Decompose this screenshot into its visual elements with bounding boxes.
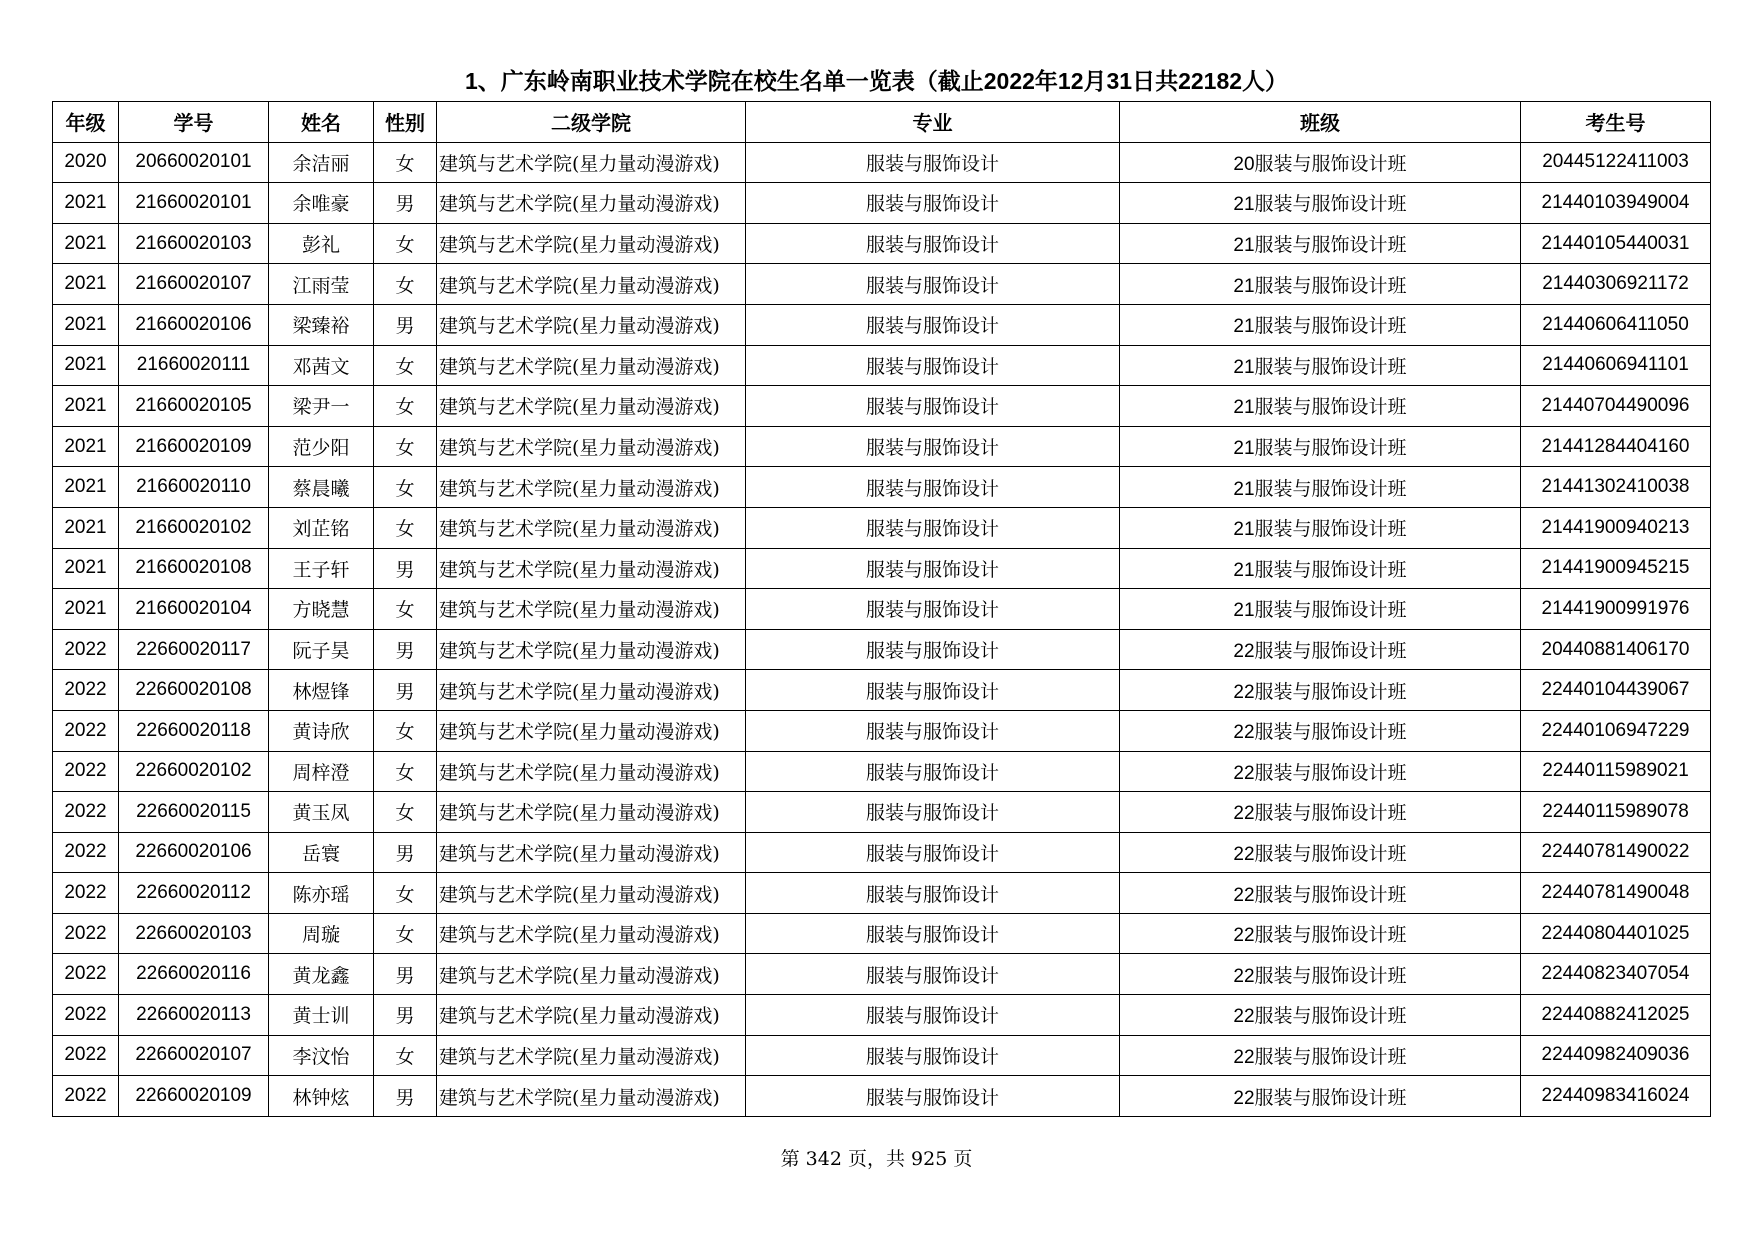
cell-student-id: 21660020101 <box>119 183 269 224</box>
table-row <box>53 1035 1711 1076</box>
cell-student-id: 22660020107 <box>119 1035 269 1076</box>
cell-major: 服装与服饰设计 <box>746 548 1120 589</box>
cell-name: 余唯豪 <box>269 183 374 224</box>
table-row <box>53 954 1711 995</box>
cell-major: 服装与服饰设计 <box>746 670 1120 711</box>
cell-class: 21服装与服饰设计班 <box>1120 467 1521 508</box>
cell-name: 岳寰 <box>269 832 374 873</box>
cell-class: 21服装与服饰设计班 <box>1120 223 1521 264</box>
cell-name: 范少阳 <box>269 426 374 467</box>
cell-name: 林煜锋 <box>269 670 374 711</box>
table-row <box>53 913 1711 954</box>
student-roster-table <box>52 101 1711 1117</box>
cell-gender: 女 <box>374 913 437 954</box>
header-college: 二级学院 <box>437 102 746 143</box>
cell-major: 服装与服饰设计 <box>746 913 1120 954</box>
cell-college: 建筑与艺术学院(星力量动漫游戏) <box>437 426 746 467</box>
cell-major: 服装与服饰设计 <box>746 426 1120 467</box>
cell-exam-id: 22440982409036 <box>1521 1035 1711 1076</box>
cell-student-id: 21660020109 <box>119 426 269 467</box>
cell-college: 建筑与艺术学院(星力量动漫游戏) <box>437 832 746 873</box>
cell-exam-id: 22440882412025 <box>1521 995 1711 1036</box>
cell-class: 21服装与服饰设计班 <box>1120 345 1521 386</box>
cell-grade: 2022 <box>53 710 119 751</box>
footer-prefix: 第 <box>780 1148 800 1170</box>
cell-class: 22服装与服饰设计班 <box>1120 751 1521 792</box>
cell-student-id: 21660020110 <box>119 467 269 508</box>
cell-class: 22服装与服饰设计班 <box>1120 913 1521 954</box>
cell-class: 22服装与服饰设计班 <box>1120 995 1521 1036</box>
cell-college: 建筑与艺术学院(星力量动漫游戏) <box>437 142 746 183</box>
cell-exam-id: 22440115989021 <box>1521 751 1711 792</box>
cell-student-id: 21660020111 <box>119 345 269 386</box>
cell-gender: 女 <box>374 142 437 183</box>
cell-college: 建筑与艺术学院(星力量动漫游戏) <box>437 995 746 1036</box>
header-major: 专业 <box>746 102 1120 143</box>
cell-student-id: 22660020102 <box>119 751 269 792</box>
cell-grade: 2022 <box>53 873 119 914</box>
table-row <box>53 751 1711 792</box>
cell-gender: 男 <box>374 954 437 995</box>
cell-gender: 女 <box>374 426 437 467</box>
table-row <box>53 629 1711 670</box>
cell-student-id: 20660020101 <box>119 142 269 183</box>
cell-exam-id: 22440115989078 <box>1521 792 1711 833</box>
cell-college: 建筑与艺术学院(星力量动漫游戏) <box>437 304 746 345</box>
cell-name: 周梓澄 <box>269 751 374 792</box>
cell-name: 黄士训 <box>269 995 374 1036</box>
cell-gender: 女 <box>374 507 437 548</box>
cell-gender: 女 <box>374 467 437 508</box>
cell-major: 服装与服饰设计 <box>746 1035 1120 1076</box>
cell-name: 黄诗欣 <box>269 710 374 751</box>
cell-name: 黄玉凤 <box>269 792 374 833</box>
cell-grade: 2022 <box>53 792 119 833</box>
cell-gender: 男 <box>374 629 437 670</box>
cell-class: 22服装与服饰设计班 <box>1120 873 1521 914</box>
cell-major: 服装与服饰设计 <box>746 183 1120 224</box>
cell-class: 21服装与服饰设计班 <box>1120 426 1521 467</box>
cell-grade: 2021 <box>53 467 119 508</box>
table-header-row <box>53 102 1711 143</box>
cell-name: 江雨莹 <box>269 264 374 305</box>
cell-name: 黄龙鑫 <box>269 954 374 995</box>
cell-major: 服装与服饰设计 <box>746 629 1120 670</box>
cell-grade: 2022 <box>53 995 119 1036</box>
cell-exam-id: 22440106947229 <box>1521 710 1711 751</box>
cell-gender: 男 <box>374 832 437 873</box>
cell-exam-id: 21440704490096 <box>1521 386 1711 427</box>
cell-grade: 2021 <box>53 345 119 386</box>
table-row <box>53 710 1711 751</box>
cell-name: 方晓慧 <box>269 589 374 630</box>
header-name: 姓名 <box>269 102 374 143</box>
table-body <box>53 142 1711 1116</box>
cell-exam-id: 21441900940213 <box>1521 507 1711 548</box>
cell-student-id: 21660020103 <box>119 223 269 264</box>
cell-grade: 2021 <box>53 589 119 630</box>
cell-exam-id: 22440983416024 <box>1521 1076 1711 1117</box>
cell-major: 服装与服饰设计 <box>746 507 1120 548</box>
cell-class: 21服装与服饰设计班 <box>1120 548 1521 589</box>
cell-gender: 女 <box>374 223 437 264</box>
cell-gender: 女 <box>374 345 437 386</box>
page-footer <box>0 1144 1753 1171</box>
cell-grade: 2022 <box>53 670 119 711</box>
cell-gender: 男 <box>374 670 437 711</box>
cell-name: 蔡晨曦 <box>269 467 374 508</box>
cell-major: 服装与服饰设计 <box>746 467 1120 508</box>
table-row <box>53 548 1711 589</box>
table-row <box>53 386 1711 427</box>
cell-grade: 2022 <box>53 954 119 995</box>
header-grade: 年级 <box>53 102 119 143</box>
cell-student-id: 21660020107 <box>119 264 269 305</box>
cell-name: 周璇 <box>269 913 374 954</box>
cell-college: 建筑与艺术学院(星力量动漫游戏) <box>437 873 746 914</box>
cell-student-id: 22660020112 <box>119 873 269 914</box>
cell-exam-id: 22440781490048 <box>1521 873 1711 914</box>
cell-grade: 2022 <box>53 1035 119 1076</box>
header-gender: 性别 <box>374 102 437 143</box>
cell-student-id: 22660020108 <box>119 670 269 711</box>
cell-class: 21服装与服饰设计班 <box>1120 183 1521 224</box>
cell-student-id: 22660020113 <box>119 995 269 1036</box>
cell-student-id: 22660020106 <box>119 832 269 873</box>
cell-major: 服装与服饰设计 <box>746 345 1120 386</box>
cell-student-id: 21660020104 <box>119 589 269 630</box>
cell-name: 邓茜文 <box>269 345 374 386</box>
cell-student-id: 22660020103 <box>119 913 269 954</box>
cell-college: 建筑与艺术学院(星力量动漫游戏) <box>437 710 746 751</box>
cell-major: 服装与服饰设计 <box>746 264 1120 305</box>
cell-name: 王子轩 <box>269 548 374 589</box>
cell-college: 建筑与艺术学院(星力量动漫游戏) <box>437 345 746 386</box>
cell-name: 余洁丽 <box>269 142 374 183</box>
cell-grade: 2021 <box>53 426 119 467</box>
table-row <box>53 345 1711 386</box>
cell-class: 20服装与服饰设计班 <box>1120 142 1521 183</box>
cell-grade: 2022 <box>53 629 119 670</box>
cell-student-id: 22660020118 <box>119 710 269 751</box>
cell-class: 22服装与服饰设计班 <box>1120 792 1521 833</box>
cell-name: 梁臻裕 <box>269 304 374 345</box>
cell-gender: 男 <box>374 183 437 224</box>
cell-gender: 男 <box>374 548 437 589</box>
cell-class: 22服装与服饰设计班 <box>1120 629 1521 670</box>
cell-exam-id: 22440823407054 <box>1521 954 1711 995</box>
table-row <box>53 670 1711 711</box>
cell-college: 建筑与艺术学院(星力量动漫游戏) <box>437 1035 746 1076</box>
cell-name: 李汶怡 <box>269 1035 374 1076</box>
footer-total-pages: 925 <box>911 1148 948 1170</box>
cell-grade: 2021 <box>53 183 119 224</box>
cell-major: 服装与服饰设计 <box>746 792 1120 833</box>
cell-grade: 2021 <box>53 304 119 345</box>
cell-gender: 女 <box>374 1035 437 1076</box>
header-exam-id: 考生号 <box>1521 102 1711 143</box>
cell-grade: 2022 <box>53 913 119 954</box>
cell-major: 服装与服饰设计 <box>746 1076 1120 1117</box>
cell-exam-id: 20440881406170 <box>1521 629 1711 670</box>
cell-name: 阮子昊 <box>269 629 374 670</box>
cell-student-id: 22660020117 <box>119 629 269 670</box>
cell-exam-id: 21440606411050 <box>1521 304 1711 345</box>
cell-class: 21服装与服饰设计班 <box>1120 264 1521 305</box>
table-row <box>53 832 1711 873</box>
cell-grade: 2021 <box>53 548 119 589</box>
cell-gender: 男 <box>374 1076 437 1117</box>
cell-major: 服装与服饰设计 <box>746 223 1120 264</box>
cell-name: 陈亦瑶 <box>269 873 374 914</box>
cell-college: 建筑与艺术学院(星力量动漫游戏) <box>437 1076 746 1117</box>
cell-gender: 女 <box>374 589 437 630</box>
cell-gender: 男 <box>374 304 437 345</box>
cell-student-id: 21660020108 <box>119 548 269 589</box>
table-row <box>53 304 1711 345</box>
table-row <box>53 467 1711 508</box>
table-row <box>53 589 1711 630</box>
cell-grade: 2021 <box>53 264 119 305</box>
table-row <box>53 183 1711 224</box>
cell-grade: 2021 <box>53 223 119 264</box>
table-row <box>53 873 1711 914</box>
cell-class: 22服装与服饰设计班 <box>1120 710 1521 751</box>
table-row <box>53 264 1711 305</box>
cell-exam-id: 21441900945215 <box>1521 548 1711 589</box>
cell-exam-id: 21440103949004 <box>1521 183 1711 224</box>
table-row <box>53 142 1711 183</box>
cell-gender: 女 <box>374 710 437 751</box>
cell-major: 服装与服饰设计 <box>746 832 1120 873</box>
header-class: 班级 <box>1120 102 1521 143</box>
cell-grade: 2021 <box>53 386 119 427</box>
header-student-id: 学号 <box>119 102 269 143</box>
cell-exam-id: 21441284404160 <box>1521 426 1711 467</box>
cell-class: 21服装与服饰设计班 <box>1120 507 1521 548</box>
cell-student-id: 21660020102 <box>119 507 269 548</box>
page-title: 1、广东岭南职业技术学院在校生名单一览表（截止2022年12月31日共22182人） <box>464 68 1289 94</box>
cell-college: 建筑与艺术学院(星力量动漫游戏) <box>437 792 746 833</box>
cell-grade: 2022 <box>53 832 119 873</box>
cell-college: 建筑与艺术学院(星力量动漫游戏) <box>437 507 746 548</box>
cell-class: 21服装与服饰设计班 <box>1120 589 1521 630</box>
cell-exam-id: 22440104439067 <box>1521 670 1711 711</box>
cell-exam-id: 21440606941101 <box>1521 345 1711 386</box>
cell-class: 22服装与服饰设计班 <box>1120 1035 1521 1076</box>
cell-major: 服装与服饰设计 <box>746 873 1120 914</box>
cell-major: 服装与服饰设计 <box>746 751 1120 792</box>
cell-exam-id: 21441302410038 <box>1521 467 1711 508</box>
cell-major: 服装与服饰设计 <box>746 710 1120 751</box>
cell-college: 建筑与艺术学院(星力量动漫游戏) <box>437 913 746 954</box>
cell-student-id: 22660020116 <box>119 954 269 995</box>
cell-college: 建筑与艺术学院(星力量动漫游戏) <box>437 264 746 305</box>
table-row <box>53 995 1711 1036</box>
cell-college: 建筑与艺术学院(星力量动漫游戏) <box>437 467 746 508</box>
cell-major: 服装与服饰设计 <box>746 142 1120 183</box>
cell-class: 21服装与服饰设计班 <box>1120 304 1521 345</box>
cell-class: 22服装与服饰设计班 <box>1120 832 1521 873</box>
footer-suffix: 页 <box>953 1148 973 1170</box>
cell-gender: 女 <box>374 751 437 792</box>
cell-exam-id: 22440804401025 <box>1521 913 1711 954</box>
cell-major: 服装与服饰设计 <box>746 589 1120 630</box>
table-row <box>53 1076 1711 1117</box>
cell-major: 服装与服饰设计 <box>746 386 1120 427</box>
cell-grade: 2021 <box>53 507 119 548</box>
table-row <box>53 507 1711 548</box>
cell-exam-id: 22440781490022 <box>1521 832 1711 873</box>
cell-class: 22服装与服饰设计班 <box>1120 954 1521 995</box>
cell-student-id: 21660020105 <box>119 386 269 427</box>
cell-major: 服装与服饰设计 <box>746 995 1120 1036</box>
footer-middle: 页，共 <box>847 1148 905 1170</box>
cell-student-id: 22660020115 <box>119 792 269 833</box>
cell-gender: 女 <box>374 386 437 427</box>
cell-class: 22服装与服饰设计班 <box>1120 1076 1521 1117</box>
table-row <box>53 792 1711 833</box>
cell-name: 彭礼 <box>269 223 374 264</box>
cell-exam-id: 21440306921172 <box>1521 264 1711 305</box>
cell-college: 建筑与艺术学院(星力量动漫游戏) <box>437 386 746 427</box>
cell-class: 21服装与服饰设计班 <box>1120 386 1521 427</box>
cell-grade: 2020 <box>53 142 119 183</box>
cell-college: 建筑与艺术学院(星力量动漫游戏) <box>437 589 746 630</box>
cell-college: 建筑与艺术学院(星力量动漫游戏) <box>437 954 746 995</box>
cell-grade: 2022 <box>53 1076 119 1117</box>
cell-student-id: 21660020106 <box>119 304 269 345</box>
cell-college: 建筑与艺术学院(星力量动漫游戏) <box>437 629 746 670</box>
cell-exam-id: 20445122411003 <box>1521 142 1711 183</box>
cell-college: 建筑与艺术学院(星力量动漫游戏) <box>437 751 746 792</box>
cell-grade: 2022 <box>53 751 119 792</box>
cell-gender: 男 <box>374 995 437 1036</box>
cell-gender: 女 <box>374 873 437 914</box>
cell-name: 刘芷铭 <box>269 507 374 548</box>
cell-exam-id: 21441900991976 <box>1521 589 1711 630</box>
footer-page-number: 342 <box>805 1148 842 1170</box>
table-row <box>53 426 1711 467</box>
cell-student-id: 22660020109 <box>119 1076 269 1117</box>
cell-college: 建筑与艺术学院(星力量动漫游戏) <box>437 670 746 711</box>
cell-major: 服装与服饰设计 <box>746 954 1120 995</box>
cell-gender: 女 <box>374 264 437 305</box>
cell-major: 服装与服饰设计 <box>746 304 1120 345</box>
cell-exam-id: 21440105440031 <box>1521 223 1711 264</box>
cell-gender: 女 <box>374 792 437 833</box>
cell-college: 建筑与艺术学院(星力量动漫游戏) <box>437 548 746 589</box>
cell-name: 林钟炫 <box>269 1076 374 1117</box>
cell-name: 梁尹一 <box>269 386 374 427</box>
cell-class: 22服装与服饰设计班 <box>1120 670 1521 711</box>
cell-college: 建筑与艺术学院(星力量动漫游戏) <box>437 223 746 264</box>
cell-college: 建筑与艺术学院(星力量动漫游戏) <box>437 183 746 224</box>
table-row <box>53 223 1711 264</box>
